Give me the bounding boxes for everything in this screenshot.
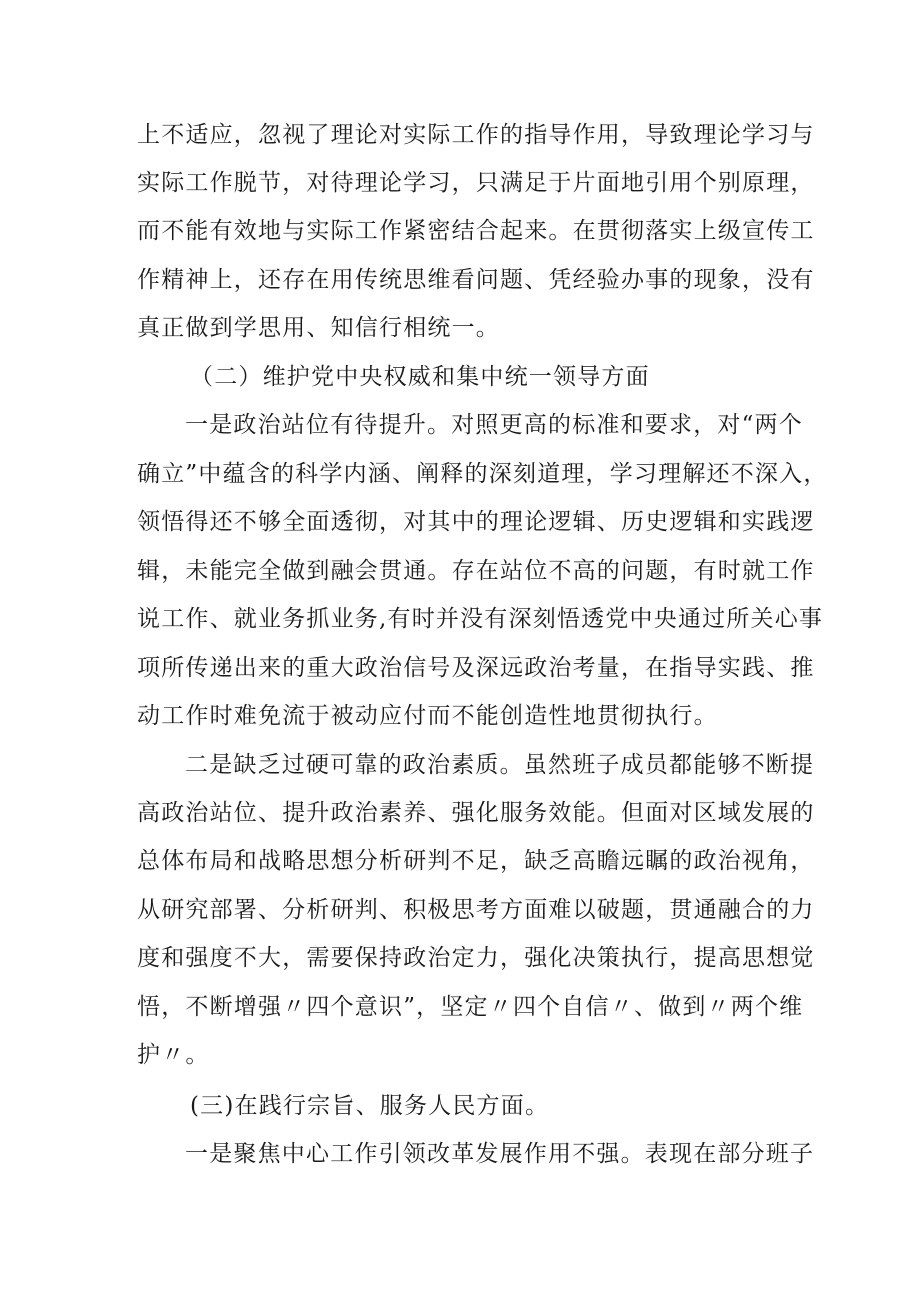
paragraph-start-3: 一是聚焦中心工作引领改革发展作用不强。表现在部分班子: [185, 1141, 815, 1167]
text-line-18: 度和强度不大，需要保持政治定力，强化决策执行，提高思想觉: [137, 945, 815, 971]
text-line-12: 项所传递出来的重大政治信号及深远政治考量，在指导实践、推: [137, 655, 815, 681]
section-heading-3: (三)在践行宗旨、服务人民方面。: [190, 1093, 550, 1119]
text-line-10: 辑，未能完全做到融会贯通。存在站位不高的问题，有时就工作: [137, 558, 815, 584]
paragraph-start-1: 一是政治站位有待提升。对照更高的标准和要求，对“两个: [185, 412, 803, 438]
text-line-19: 悟，不断增强〃四个意识”，坚定〃四个自信〃、做到〃两个维: [137, 994, 804, 1020]
section-heading-2: （二）维护党中央权威和集中统一领导方面: [190, 364, 650, 390]
text-line-17: 从研究部署、分析研判、积极思考方面难以破题，贯通融合的力: [137, 897, 815, 923]
text-line-20: 护〃。: [137, 1042, 210, 1068]
text-line-5: 真正做到学思用、知信行相统一。: [137, 315, 500, 341]
text-line-8: 确立”中蕴含的科学内涵、阐释的深刻道理，学习理解还不深入，: [137, 461, 828, 487]
text-line-2: 实际工作脱节，对待理论学习，只满足于片面地引用个别原理，: [137, 170, 815, 196]
text-line-1: 上不适应，忽视了理论对实际工作的指导作用，导致理论学习与: [137, 122, 815, 148]
text-line-16: 总体布局和战略思想分析研判不足，缺乏高瞻远瞩的政治视角，: [137, 848, 815, 874]
paragraph-start-2: 二是缺乏过硬可靠的政治素质。虽然班子成员都能够不断提: [185, 752, 815, 778]
text-line-15: 高政治站位、提升政治素养、强化服务效能。但面对区域发展的: [137, 800, 815, 826]
text-line-13: 动工作时难免流于被动应付而不能创造性地贯彻执行。: [137, 703, 718, 729]
text-line-4: 作精神上，还存在用传统思维看问题、凭经验办事的现象，没有: [137, 267, 815, 293]
text-line-11: 说工作、就业务抓业务,有时并没有深刻悟透党中央通过所关心事: [137, 606, 824, 632]
text-line-9: 领悟得还不够全面透彻，对其中的理论逻辑、历史逻辑和实践逻: [137, 509, 815, 535]
text-line-3: 而不能有效地与实际工作紧密结合起来。在贯彻落实上级宣传工: [137, 218, 815, 244]
